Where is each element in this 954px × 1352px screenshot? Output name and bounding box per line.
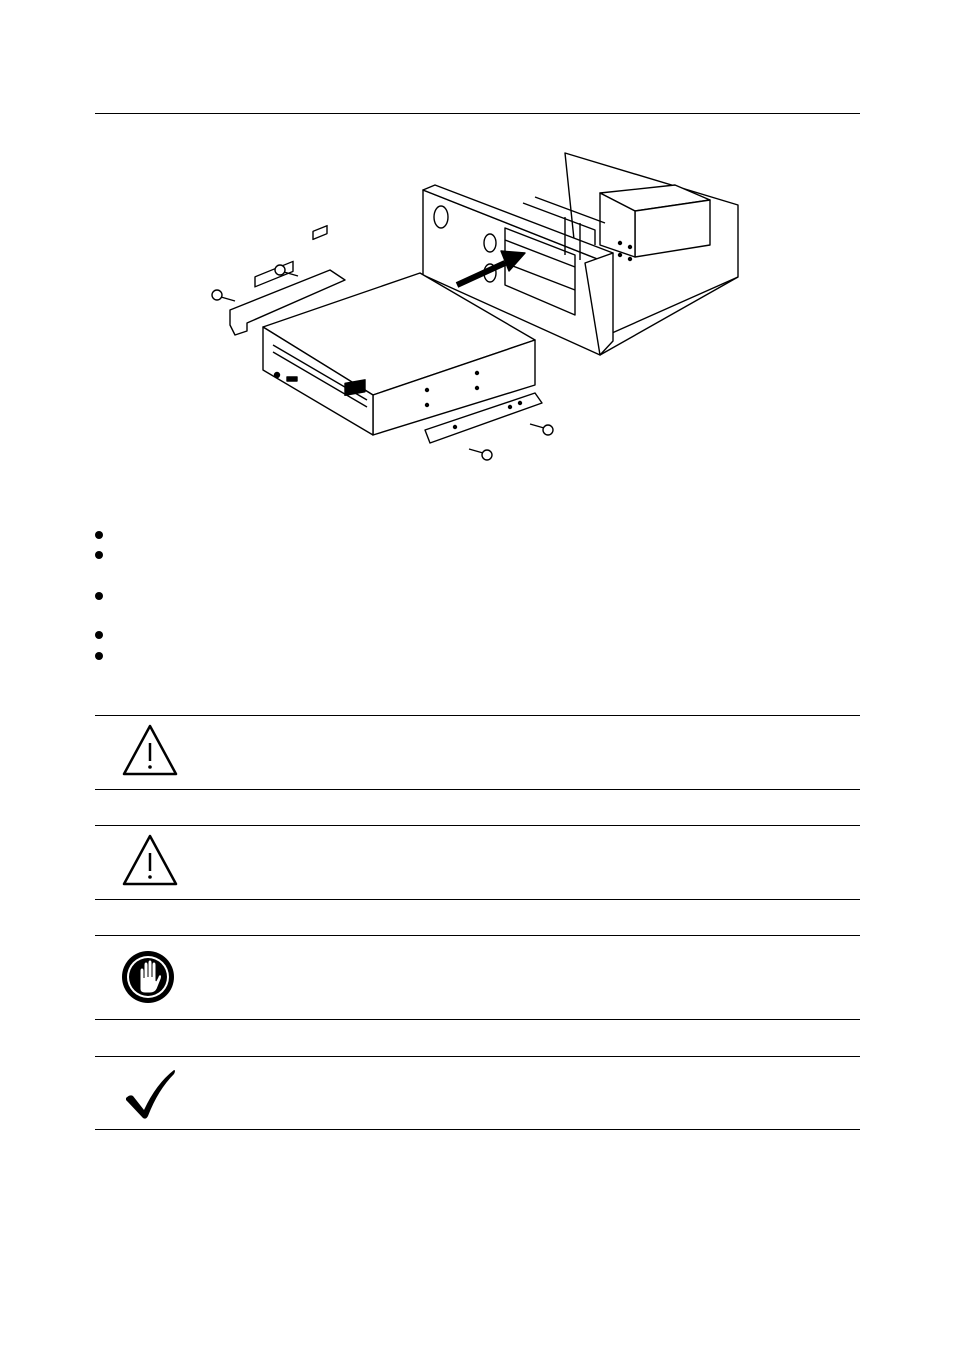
note-bottom-rule — [95, 1129, 860, 1130]
bullet-marker — [95, 551, 103, 559]
stop-hand-icon — [118, 945, 182, 1009]
note-top-rule — [95, 935, 860, 936]
checkmark-icon — [118, 1062, 182, 1126]
warning-triangle-icon — [118, 826, 182, 890]
note-top-rule — [95, 1056, 860, 1057]
note-top-rule — [95, 825, 860, 826]
drive-installation-illustration — [205, 145, 750, 475]
header-rule — [95, 113, 860, 114]
note-top-rule — [95, 715, 860, 716]
note-bottom-rule — [95, 789, 860, 790]
bullet-marker — [95, 631, 103, 639]
note-bottom-rule — [95, 1019, 860, 1020]
bullet-marker — [95, 531, 103, 539]
warning-triangle-icon — [118, 716, 182, 780]
bullet-marker — [95, 652, 103, 660]
note-bottom-rule — [95, 899, 860, 900]
bullet-marker — [95, 592, 103, 600]
